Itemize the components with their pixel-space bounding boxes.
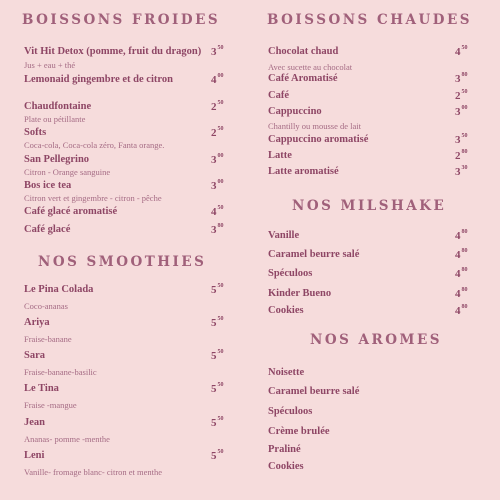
price-cents: 80 bbox=[461, 72, 468, 79]
price-euros: 5 bbox=[211, 417, 217, 429]
price-euros: 5 bbox=[211, 450, 217, 462]
price-euros: 5 bbox=[211, 383, 217, 395]
item-price bbox=[455, 249, 468, 261]
price-cents: 80 bbox=[461, 304, 468, 311]
item-name: Cookies bbox=[268, 461, 304, 472]
item-name: Chaudfontaine bbox=[24, 101, 92, 112]
item-price bbox=[455, 46, 468, 58]
item-name: Jean bbox=[24, 417, 45, 428]
price-cents: 50 bbox=[217, 283, 224, 290]
item-price bbox=[211, 317, 224, 329]
item-name: Vanille bbox=[268, 230, 300, 241]
item-description: Coca-cola, Coca-cola zéro, Fanta orange. bbox=[24, 140, 165, 150]
price-cents: 50 bbox=[217, 382, 224, 389]
price-cents: 50 bbox=[217, 349, 224, 356]
item-price bbox=[455, 288, 468, 300]
price-euros: 2 bbox=[211, 101, 217, 113]
price-cents: 50 bbox=[461, 45, 468, 52]
section-title-nos-milkshake: NOS MILSHAKE bbox=[292, 198, 447, 214]
item-description: Citron vert et gingembre - citron - pêche bbox=[24, 193, 162, 203]
price-euros: 3 bbox=[211, 46, 217, 58]
item-price bbox=[211, 206, 224, 218]
item-price bbox=[211, 224, 224, 236]
price-cents: 00 bbox=[217, 179, 224, 186]
section-title-boissons-chaudes: BOISSONS CHAUDES bbox=[267, 12, 472, 28]
item-name: Café glacé aromatisé bbox=[24, 206, 118, 217]
item-price bbox=[211, 154, 224, 166]
item-name: Vit Hit Detox (pomme, fruit du dragon) bbox=[24, 46, 202, 57]
price-cents: 50 bbox=[461, 89, 468, 96]
item-name: Latte aromatisé bbox=[268, 166, 339, 177]
price-cents: 50 bbox=[217, 316, 224, 323]
item-price bbox=[211, 417, 224, 429]
item-price bbox=[211, 350, 224, 362]
item-name: Cookies bbox=[268, 305, 304, 316]
item-price bbox=[211, 46, 224, 58]
item-price bbox=[211, 180, 224, 192]
item-name: Kinder Bueno bbox=[268, 288, 332, 299]
price-cents: 50 bbox=[217, 205, 224, 212]
item-name: Softs bbox=[24, 127, 47, 138]
price-euros: 5 bbox=[211, 350, 217, 362]
item-description: Citron - Orange sanguine bbox=[24, 167, 111, 177]
price-euros: 5 bbox=[211, 317, 217, 329]
price-cents: 80 bbox=[461, 287, 468, 294]
section-title-boissons-froides: BOISSONS FROIDES bbox=[22, 12, 221, 28]
item-price bbox=[455, 166, 468, 178]
item-name: Sara bbox=[24, 350, 45, 361]
item-name: Lemonaid gingembre et de citron bbox=[24, 74, 173, 85]
item-description: Ananas- pomme -menthe bbox=[24, 434, 110, 444]
item-name: Spéculoos bbox=[268, 406, 313, 417]
item-price bbox=[455, 134, 468, 146]
price-euros: 4 bbox=[455, 268, 461, 280]
item-price bbox=[455, 268, 468, 280]
item-name: Cappuccino bbox=[268, 106, 322, 117]
price-euros: 3 bbox=[455, 134, 461, 146]
price-euros: 4 bbox=[211, 206, 217, 218]
item-price bbox=[211, 383, 224, 395]
item-name: Leni bbox=[24, 450, 45, 461]
price-euros: 2 bbox=[455, 90, 461, 102]
price-euros: 4 bbox=[455, 249, 461, 261]
price-cents: 80 bbox=[461, 248, 468, 255]
item-name: Caramel beurre salé bbox=[268, 386, 360, 397]
price-euros: 4 bbox=[455, 46, 461, 58]
price-cents: 50 bbox=[217, 416, 224, 423]
price-euros: 4 bbox=[455, 305, 461, 317]
price-cents: 30 bbox=[461, 165, 468, 172]
item-name: Crème brulée bbox=[268, 426, 330, 437]
price-euros: 4 bbox=[455, 230, 461, 242]
item-name: Spéculoos bbox=[268, 268, 313, 279]
item-name: Le Pina Colada bbox=[24, 284, 94, 295]
item-name: Bos ice tea bbox=[24, 180, 72, 191]
price-euros: 3 bbox=[455, 73, 461, 85]
item-price bbox=[455, 150, 468, 162]
item-price bbox=[211, 74, 224, 86]
item-name: Café bbox=[268, 90, 289, 101]
item-price bbox=[211, 127, 224, 139]
price-cents: 50 bbox=[217, 45, 224, 52]
item-price bbox=[211, 101, 224, 113]
item-price bbox=[455, 305, 468, 317]
price-cents: 00 bbox=[217, 153, 224, 160]
item-price bbox=[211, 450, 224, 462]
item-name: Latte bbox=[268, 150, 292, 161]
price-cents: 50 bbox=[217, 449, 224, 456]
price-cents: 80 bbox=[461, 149, 468, 156]
item-name: Chocolat chaud bbox=[268, 46, 339, 57]
price-euros: 5 bbox=[211, 284, 217, 296]
item-name: Praliné bbox=[268, 444, 301, 455]
item-description: Fraise-banane bbox=[24, 334, 72, 344]
item-name: Ariya bbox=[24, 317, 50, 328]
item-name: Cappuccino aromatisé bbox=[268, 134, 369, 145]
price-euros: 4 bbox=[211, 74, 217, 86]
item-description: Plate ou pétillante bbox=[24, 114, 86, 124]
item-price bbox=[455, 106, 468, 118]
item-price bbox=[455, 73, 468, 85]
price-cents: 80 bbox=[461, 267, 468, 274]
item-name: Le Tina bbox=[24, 383, 59, 394]
price-cents: 50 bbox=[461, 133, 468, 140]
price-euros: 3 bbox=[211, 154, 217, 166]
item-description: Avec sucette au chocolat bbox=[268, 62, 353, 72]
item-name: Café Aromatisé bbox=[268, 73, 338, 84]
price-euros: 2 bbox=[211, 127, 217, 139]
section-title-nos-smoothies: NOS SMOOTHIES bbox=[38, 254, 207, 270]
item-name: Noisette bbox=[268, 367, 305, 378]
price-cents: 00 bbox=[461, 105, 468, 112]
section-title-nos-aromes: NOS AROMES bbox=[310, 332, 442, 348]
item-description: Jus + eau + thé bbox=[24, 60, 76, 70]
item-price bbox=[211, 284, 224, 296]
price-euros: 3 bbox=[455, 166, 461, 178]
price-euros: 2 bbox=[455, 150, 461, 162]
price-euros: 3 bbox=[211, 180, 217, 192]
price-cents: 50 bbox=[217, 100, 224, 107]
price-cents: 50 bbox=[217, 126, 224, 133]
item-name: San Pellegrino bbox=[24, 154, 90, 165]
price-cents: 80 bbox=[461, 229, 468, 236]
item-description: Vanille- fromage blanc- citron et menthe bbox=[24, 467, 163, 477]
price-cents: 00 bbox=[217, 73, 224, 80]
item-description: Coco-ananas bbox=[24, 301, 68, 311]
price-euros: 3 bbox=[455, 106, 461, 118]
item-price bbox=[455, 230, 468, 242]
item-description: Chantilly ou mousse de lait bbox=[268, 121, 362, 131]
item-price bbox=[455, 90, 468, 102]
item-name: Café glacé bbox=[24, 224, 71, 235]
price-cents: 80 bbox=[217, 223, 224, 230]
price-euros: 4 bbox=[455, 288, 461, 300]
item-description: Fraise -mangue bbox=[24, 400, 77, 410]
price-euros: 3 bbox=[211, 224, 217, 236]
item-description: Fraise-banane-basilic bbox=[24, 367, 97, 377]
item-name: Caramel beurre salé bbox=[268, 249, 360, 260]
